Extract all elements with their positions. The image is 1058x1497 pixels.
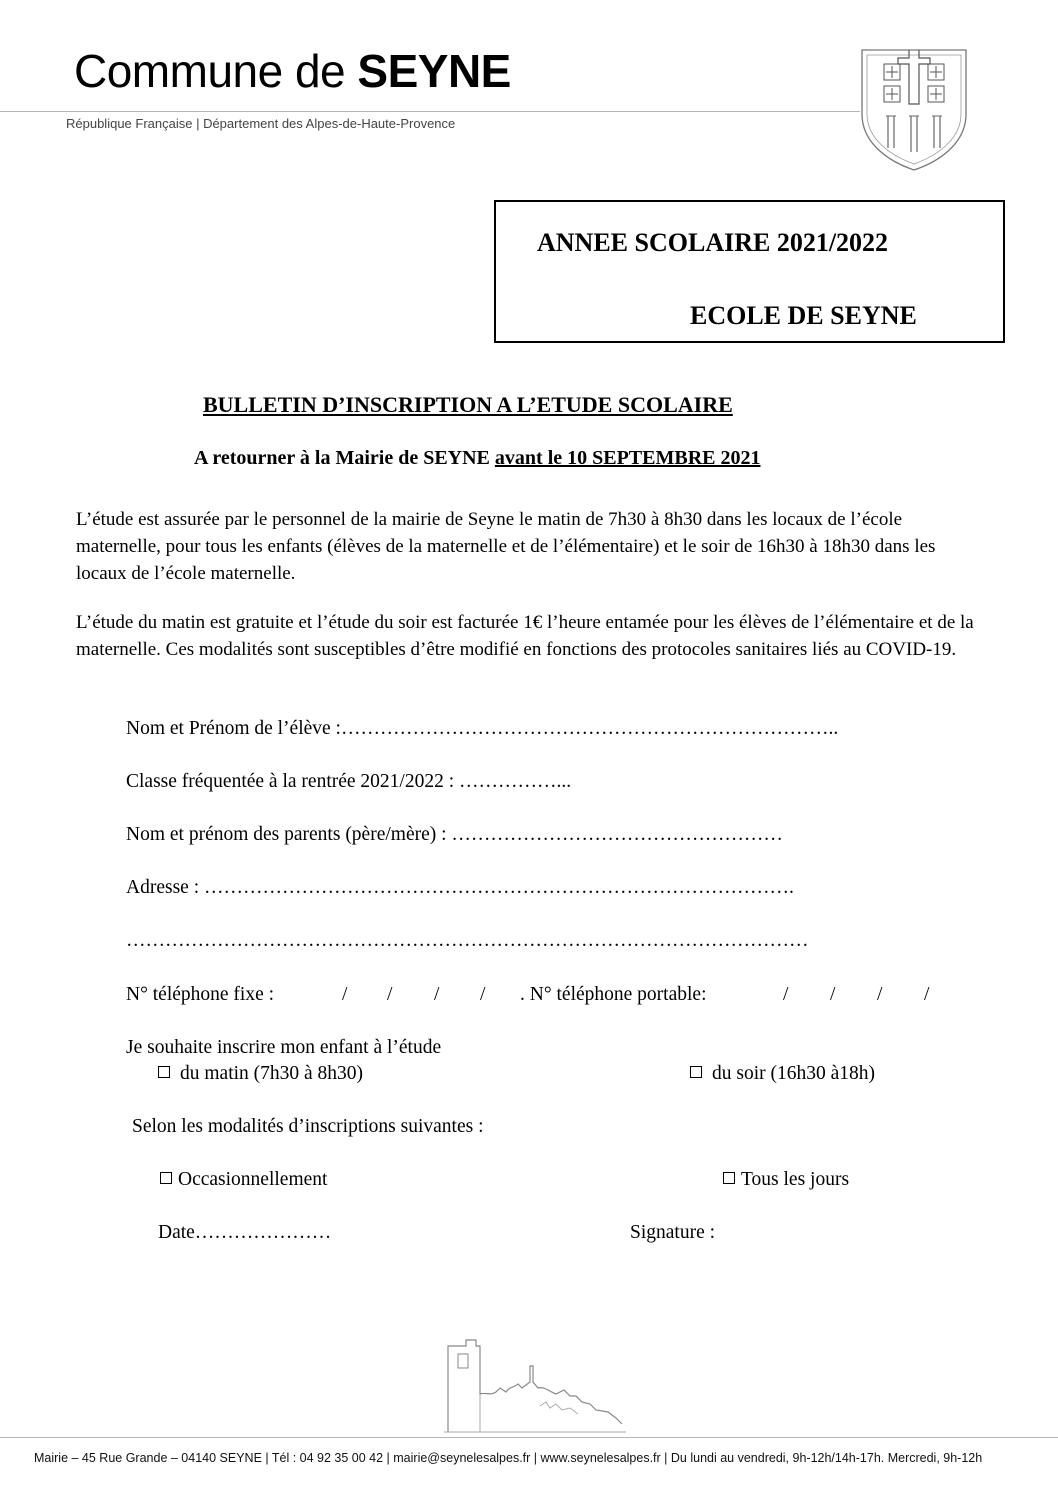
bulletin-title: BULLETIN D’INSCRIPTION A L’ETUDE SCOLAIRE — [203, 392, 733, 417]
return-deadline: avant le 10 SEPTEMBRE 2021 — [494, 447, 761, 469]
morning-checkbox[interactable] — [158, 1066, 170, 1078]
header-divider — [0, 111, 860, 112]
occasional-checkbox[interactable] — [160, 1172, 172, 1184]
modalities-intro: Selon les modalités d’inscriptions suivantes : — [132, 1116, 484, 1137]
phone-fixed-sep-2[interactable]: / — [387, 984, 393, 1005]
phone-mobile-sep-1[interactable]: / — [783, 984, 789, 1005]
footer-contact: Mairie – 45 Rue Grande – 04140 SEYNE | Tél : 04 92 35 00 42 | mairie@seynelesalpes.fr | www.seynelesalpes.fr | Du lundi au vendredi, 9h-12h/14h-17h. Mercredi, 9h-12h — [34, 1451, 983, 1465]
date-field[interactable]: Date………………… — [158, 1222, 332, 1243]
school-year-title: ANNEE SCOLAIRE 2021/2022 — [537, 228, 889, 257]
commune-name: SEYNE — [357, 45, 511, 97]
option-evening-label: du soir (16h30 à18h) — [712, 1063, 876, 1084]
phone-fixed-label: N° téléphone fixe : — [126, 984, 275, 1005]
town-skyline-icon — [440, 1332, 630, 1434]
evening-checkbox[interactable] — [690, 1066, 702, 1078]
phone-fixed-sep-3[interactable]: / — [434, 984, 440, 1005]
paragraph-pricing: L’étude du matin est gratuite et l’étude du soir est facturée 1€ l’heure entamée pour les élèves de l’élémentaire et de la maternelle. Ces modalités sont susceptibles d’être modifié en fonctions des protocoles sanitaires liés au COVID-19. — [76, 612, 974, 660]
address-line2-field[interactable]: …………………………………………………………………………………………… — [126, 930, 809, 951]
commune-prefix: Commune de — [74, 45, 358, 97]
school-name-title: ECOLE DE SEYNE — [690, 301, 917, 330]
class-field[interactable]: Classe fréquentée à la rentrée 2021/2022 : ……………... — [126, 771, 572, 792]
daily-checkbox[interactable] — [723, 1172, 735, 1184]
phone-fixed-sep-1[interactable]: / — [342, 984, 348, 1005]
option-morning[interactable] — [158, 1063, 363, 1085]
return-notice — [194, 447, 760, 470]
phone-fixed-sep-4[interactable]: / — [480, 984, 486, 1005]
signature-field[interactable]: Signature : — [630, 1222, 716, 1243]
option-morning-label: du matin (7h30 à 8h30) — [180, 1063, 364, 1084]
parents-name-field[interactable]: Nom et prénom des parents (père/mère) : …………………………………………… — [126, 824, 783, 845]
option-occasional[interactable] — [160, 1169, 327, 1191]
phone-mobile-sep-4[interactable]: / — [924, 984, 930, 1005]
option-evening[interactable] — [690, 1063, 875, 1085]
enroll-intro: Je souhaite inscrire mon enfant à l’étude — [126, 1037, 442, 1058]
phone-mobile-sep-3[interactable]: / — [877, 984, 883, 1005]
address-field[interactable]: Adresse : ………………………………………………………………………………. — [126, 877, 794, 898]
return-notice-prefix: A retourner à la Mairie de SEYNE — [194, 447, 495, 469]
option-occasional-label: Occasionnellement — [178, 1169, 328, 1190]
option-daily[interactable] — [723, 1169, 849, 1191]
phone-mobile-label: . N° téléphone portable: — [520, 984, 707, 1005]
footer-divider — [0, 1437, 1058, 1438]
phone-mobile-sep-2[interactable]: / — [830, 984, 836, 1005]
commune-title — [74, 44, 511, 98]
student-name-field[interactable]: Nom et Prénom de l’élève :………………………………………………………………….. — [126, 718, 839, 739]
paragraph-schedule: L’étude est assurée par le personnel de la mairie de Seyne le matin de 7h30 à 8h30 dans les locaux de l’école maternelle, pour tous les enfants (élèves de la maternelle et de l’élémentaire) et le soir de 16h30 à 18h30 dans les locaux de l’école maternelle. — [76, 509, 936, 584]
coat-of-arms-icon — [858, 44, 970, 172]
option-daily-label: Tous les jours — [741, 1169, 850, 1190]
header-subtitle: République Française | Département des Alpes-de-Haute-Provence — [66, 116, 456, 131]
